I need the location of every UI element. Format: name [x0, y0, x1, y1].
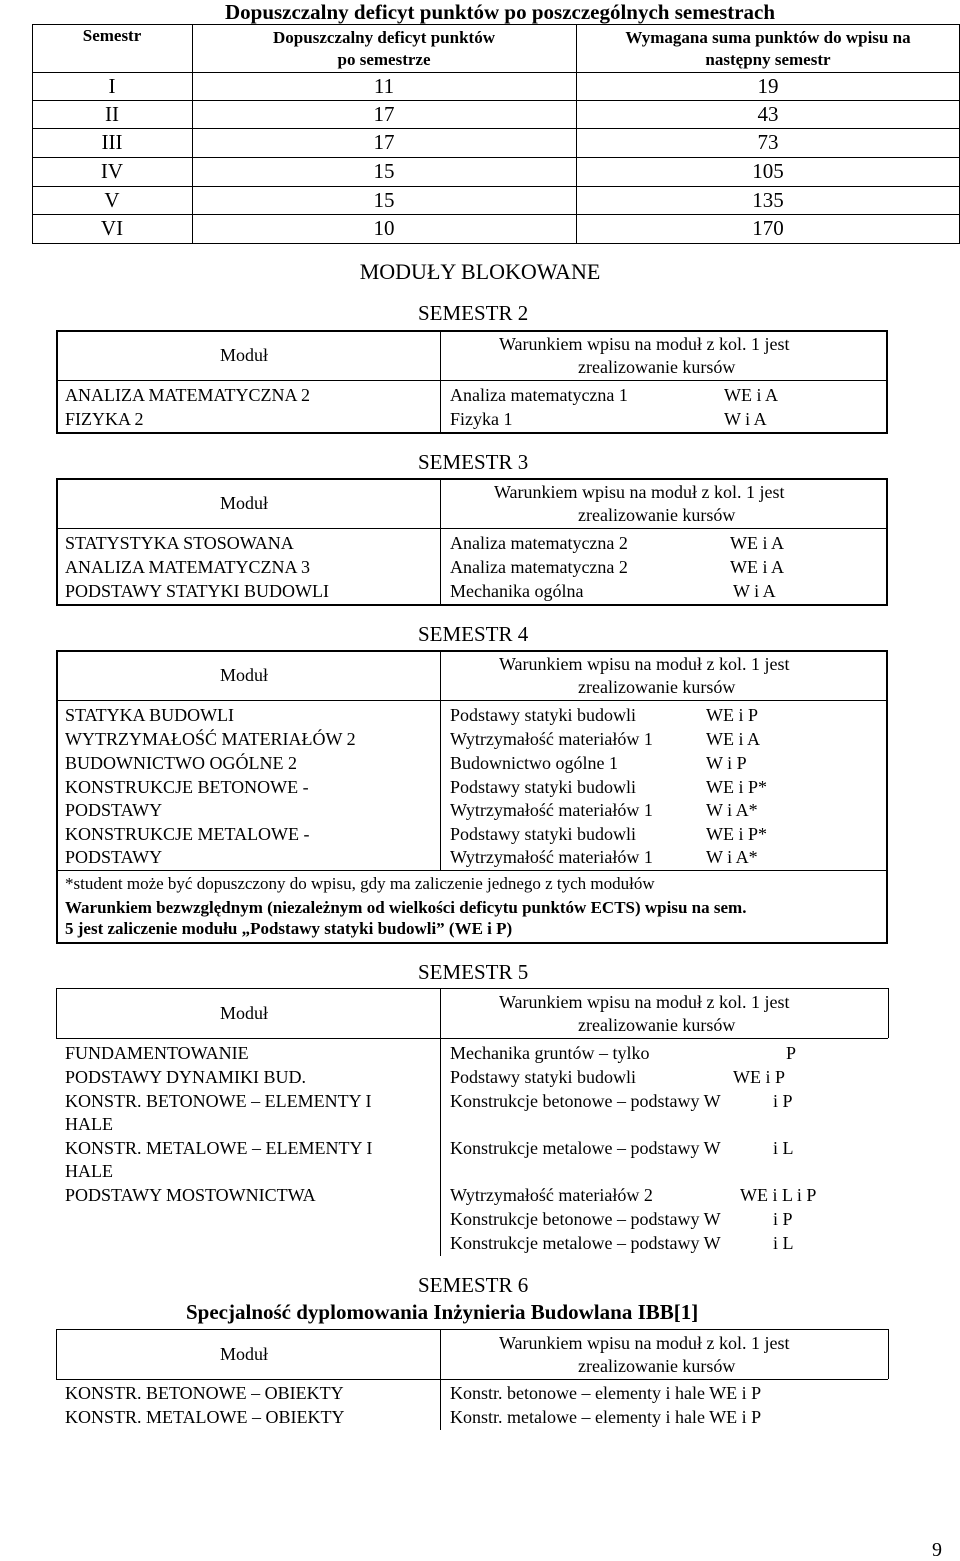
page-number: 9 [932, 1539, 942, 1561]
module-name-2: PODSTAWY [65, 847, 163, 867]
condition-note: Warunkiem bezwzględnym (niezależnym od wielkości deficytu punktów ECTS) wpisu na sem. [65, 898, 747, 917]
table-cell: 17 [373, 130, 395, 154]
module-name: PODSTAWY MOSTOWNICTWA [65, 1185, 316, 1205]
course-form: W i A [733, 581, 776, 601]
table-cell: II [105, 102, 119, 126]
course-form: WE i A [706, 729, 760, 749]
condition-header-2: zrealizowanie kursów [578, 505, 736, 525]
table-cell: 43 [757, 102, 779, 126]
sem3-title: SEMESTR 3 [418, 450, 529, 474]
condition-header-2: zrealizowanie kursów [578, 677, 736, 697]
table-cell: 135 [752, 188, 784, 212]
required-course: Konstr. metalowe – elementy i hale WE i P [450, 1407, 762, 1427]
table-cell: 105 [752, 159, 784, 183]
condition-header: Warunkiem wpisu na moduł z kol. 1 jest [499, 1333, 790, 1353]
required-course: Analiza matematyczna 1 [450, 385, 628, 405]
module-name: KONSTR. BETONOWE – ELEMENTY I [65, 1091, 372, 1111]
required-course: Konstrukcje betonowe – podstawy W [450, 1091, 721, 1111]
module-name-2: HALE [65, 1114, 113, 1134]
module-name: KONSTRUKCJE METALOWE - [65, 824, 310, 844]
table-cell: 10 [373, 216, 395, 240]
required-course-2: Wytrzymałość materiałów 1 [450, 800, 653, 820]
condition-header: Warunkiem wpisu na moduł z kol. 1 jest [499, 654, 790, 674]
condition-header: Warunkiem wpisu na moduł z kol. 1 jest [494, 482, 785, 502]
required-course: Wytrzymałość materiałów 2 [450, 1185, 653, 1205]
module-name: PODSTAWY STATYKI BUDOWLI [65, 581, 329, 601]
sem6-title: SEMESTR 6 [418, 1273, 529, 1297]
table-cell: 15 [373, 188, 395, 212]
course-form-2: W i A* [706, 800, 758, 820]
course-form: WE i A [730, 533, 784, 553]
module-name-2: PODSTAWY [65, 800, 163, 820]
required-course-2: Konstrukcje betonowe – podstawy W [450, 1209, 721, 1229]
course-form: W i A [724, 409, 767, 429]
footnote: *student może być dopuszczony do wpisu, gdy ma zaliczenie jednego z tych modułów [65, 874, 655, 893]
module-header: Moduł [220, 1003, 269, 1023]
module-name: STATYSTYKA STOSOWANA [65, 533, 294, 553]
required-course: Budownictwo ogólne 1 [450, 753, 618, 773]
required-course: Podstawy statyki budowli [450, 705, 637, 725]
condition-header: Warunkiem wpisu na moduł z kol. 1 jest [499, 334, 790, 354]
sem4-title: SEMESTR 4 [418, 622, 529, 646]
module-name-2: HALE [65, 1161, 113, 1181]
condition-header-2: zrealizowanie kursów [578, 357, 736, 377]
condition-note-2: 5 jest zaliczenie modułu „Podstawy statyki budowli” (WE i P) [65, 919, 513, 938]
required-course: Wytrzymałość materiałów 1 [450, 729, 653, 749]
condition-header-2: zrealizowanie kursów [578, 1015, 736, 1035]
required-course: Mechanika gruntów – tylko [450, 1043, 650, 1063]
module-name: BUDOWNICTWO OGÓLNE 2 [65, 753, 297, 773]
module-name: ANALIZA MATEMATYCZNA 3 [65, 557, 310, 577]
course-form: P [786, 1043, 797, 1063]
table-cell: 17 [373, 102, 395, 126]
required-course-2: Wytrzymałość materiałów 1 [450, 847, 653, 867]
course-form-3: i L [773, 1233, 794, 1253]
course-form-2: i P [773, 1209, 793, 1229]
course-form: W i P [706, 753, 747, 773]
course-form: i L [773, 1138, 794, 1158]
module-name: STATYKA BUDOWLI [65, 705, 235, 725]
course-form: WE i A [724, 385, 778, 405]
module-name: KONSTR. BETONOWE – OBIEKTY [65, 1383, 344, 1403]
module-name: KONSTRUKCJE BETONOWE - [65, 777, 309, 797]
course-form: i P [773, 1091, 793, 1111]
table-cell: VI [100, 216, 124, 240]
required-course: Analiza matematyczna 2 [450, 557, 628, 577]
required-course: Fizyka 1 [450, 409, 513, 429]
course-form-2: W i A* [706, 847, 758, 867]
module-name: PODSTAWY DYNAMIKI BUD. [65, 1067, 306, 1087]
required-course: Podstawy statyki budowli [450, 1067, 637, 1087]
sem6-subtitle: Specjalność dyplomowania Inżynieria Budowlana IBB[1] [186, 1300, 699, 1324]
module-name: ANALIZA MATEMATYCZNA 2 [65, 385, 310, 405]
module-header: Moduł [220, 493, 269, 513]
course-form: WE i P [706, 705, 758, 725]
required-course: Analiza matematyczna 2 [450, 533, 628, 553]
table-cell: I [108, 74, 116, 98]
required-course: Podstawy statyki budowli [450, 824, 637, 844]
condition-header-2: zrealizowanie kursów [578, 1356, 736, 1376]
header-semestr: Semestr [82, 26, 142, 45]
table-cell: V [104, 188, 120, 212]
table-cell: III [101, 130, 123, 154]
course-form: WE i P [733, 1067, 785, 1087]
course-form: WE i A [730, 557, 784, 577]
table-cell: IV [100, 159, 124, 183]
required-course-3: Konstrukcje metalowe – podstawy W [450, 1233, 721, 1253]
module-name: KONSTR. METALOWE – ELEMENTY I [65, 1138, 373, 1158]
table-cell: 19 [757, 74, 779, 98]
course-form: WE i P* [706, 824, 767, 844]
module-header: Moduł [220, 665, 269, 685]
required-course: Konstrukcje metalowe – podstawy W [450, 1138, 721, 1158]
blocks-title: MODUŁY BLOKOWANE [359, 259, 601, 284]
module-name: FUNDAMENTOWANIE [65, 1043, 249, 1063]
sem5-title: SEMESTR 5 [418, 960, 529, 984]
table-cell: 73 [757, 130, 779, 154]
deficit-table-title: Dopuszczalny deficyt punktów po poszczególnych semestrach [224, 0, 776, 24]
module-name: FIZYKA 2 [65, 409, 144, 429]
table-cell: 170 [752, 216, 784, 240]
header-deficit: Dopuszczalny deficyt punktów po semestrze [273, 28, 495, 69]
header-required: Wymagana suma punktów do wpisu na następny semestr [625, 28, 911, 69]
course-form: WE i L i P [740, 1185, 817, 1205]
table-cell: 11 [373, 74, 395, 98]
required-course: Podstawy statyki budowli [450, 777, 637, 797]
module-name: WYTRZYMAŁOŚĆ MATERIAŁÓW 2 [65, 729, 356, 749]
required-course: Mechanika ogólna [450, 581, 584, 601]
sem2-title: SEMESTR 2 [418, 301, 529, 325]
table-cell: 15 [373, 159, 395, 183]
module-header: Moduł [220, 1344, 269, 1364]
condition-header: Warunkiem wpisu na moduł z kol. 1 jest [499, 992, 790, 1012]
module-name: KONSTR. METALOWE – OBIEKTY [65, 1407, 345, 1427]
module-header: Moduł [220, 345, 269, 365]
course-form: WE i P* [706, 777, 767, 797]
required-course: Konstr. betonowe – elementy i hale WE i P [450, 1383, 762, 1403]
